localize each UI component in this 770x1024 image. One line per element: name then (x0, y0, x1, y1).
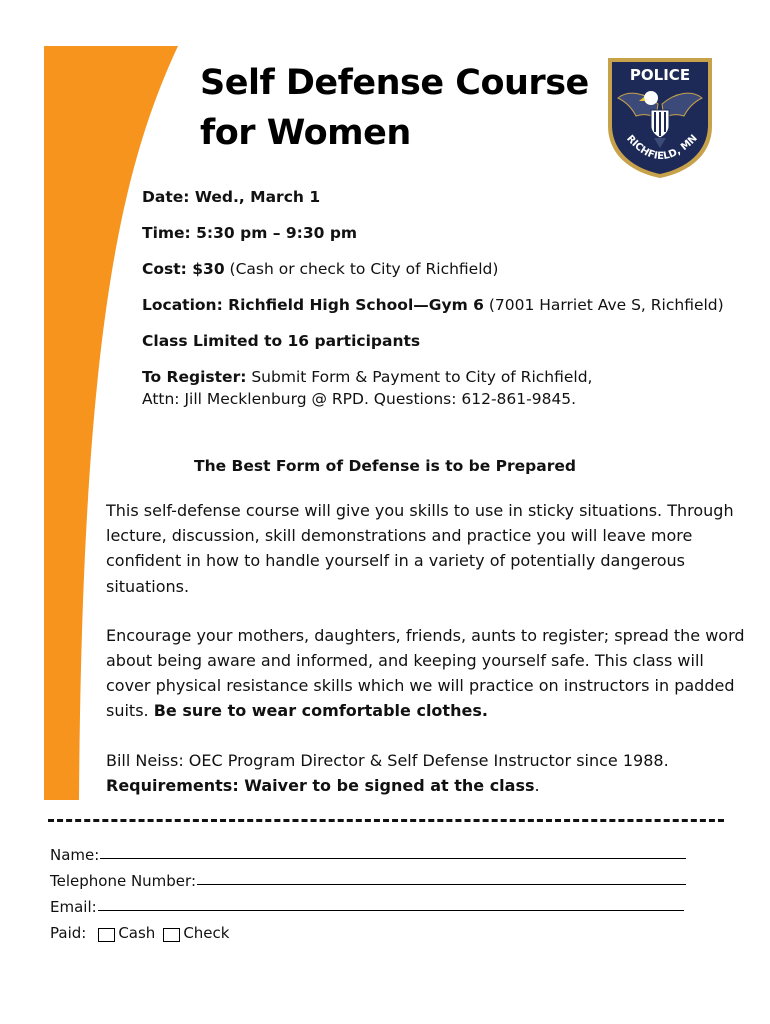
course-description (106, 498, 746, 822)
title-line-2: for Women (200, 113, 411, 153)
date-line: Date: Wed., March 1 (142, 188, 321, 206)
telephone-label: Telephone Number: (50, 872, 196, 890)
description-paragraph-2: Encourage your mothers, daughters, friends, aunts to register; spread the word about being aware and informed, and keeping yourself safe. This class will cover physical resistance skills which we will practice on instructors in padded suits. Be sure to wear comfortable clothes. (106, 625, 745, 721)
limit-line: Class Limited to 16 participants (142, 332, 421, 350)
title-line-1: Self Defense Course (200, 63, 589, 103)
email-field[interactable] (98, 910, 684, 911)
registration-form (50, 838, 690, 942)
name-row (50, 838, 686, 864)
badge-top-text: POLICE (629, 66, 691, 84)
time-line: Time: 5:30 pm – 9:30 pm (142, 224, 358, 242)
telephone-row (50, 864, 686, 890)
location-line: Location: Richfield High School—Gym 6 (7001 Harriet Ave S, Richfield) (142, 296, 724, 314)
description-paragraph-1: This self-defense course will give you skills to use in sticky situations. Through lecture, discussion, skill demonstrations and practice you will leave more confident in how to handle yourself in a variety of potentially dangerous situations. (106, 501, 734, 596)
badge-bottom-text: RICHFIELD, MN (624, 132, 700, 163)
check-checkbox[interactable] (163, 928, 180, 942)
register-contact: Attn: Jill Mecklenburg @ RPD. Questions: 612-861-9845. (142, 390, 577, 408)
cash-checkbox[interactable] (98, 928, 115, 942)
page-title (200, 58, 589, 158)
tagline-heading: The Best Form of Defense is to be Prepared (194, 457, 576, 475)
name-label: Name: (50, 846, 100, 864)
wear-clothes-note: Be sure to wear comfortable clothes. (153, 701, 488, 721)
instructor-paragraph: Bill Neiss: OEC Program Director & Self Defense Instructor since 1988. Requirements: Waiver to be signed at the class. (106, 750, 669, 795)
cash-label: Cash (118, 924, 156, 942)
badge-eagle-head (644, 91, 658, 105)
register-line: To Register: Submit Form & Payment to City of Richfield, Attn: Jill Mecklenburg @ RPD. Questions: 612-861-9845. (142, 366, 752, 410)
paid-row (50, 916, 690, 942)
paid-label: Paid: (50, 924, 87, 942)
course-details (142, 186, 752, 424)
email-label: Email: (50, 898, 97, 916)
check-label: Check (183, 924, 230, 942)
cut-line-divider (48, 819, 724, 822)
police-badge-icon (604, 52, 716, 180)
cost-line: Cost: $30 (Cash or check to City of Richfield) (142, 260, 499, 278)
email-row (50, 890, 684, 916)
requirements-note: Requirements: Waiver to be signed at the class (106, 775, 535, 795)
name-field[interactable] (100, 858, 686, 859)
telephone-field[interactable] (197, 884, 686, 885)
